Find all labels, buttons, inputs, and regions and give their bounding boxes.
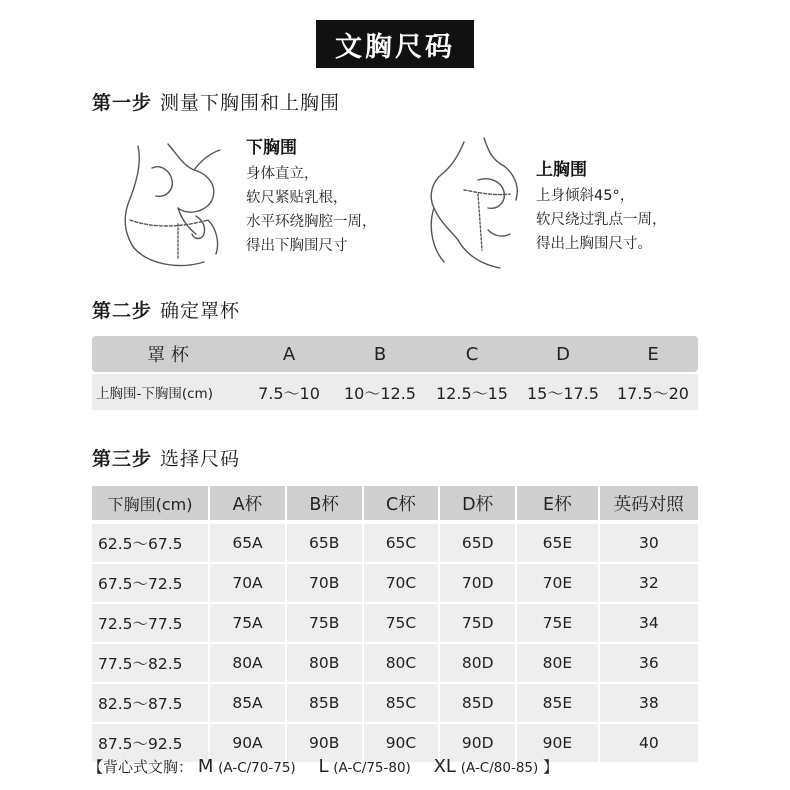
size-cell: 77.5～82.5	[92, 644, 208, 682]
size-cell: 30	[600, 524, 698, 562]
size-cell: 67.5～72.5	[92, 564, 208, 602]
cup-cell: 10～12.5	[344, 383, 416, 403]
cup-cell: 15～17.5	[527, 383, 599, 403]
size-cell: 82.5～87.5	[92, 684, 208, 722]
size-table-header	[92, 486, 698, 520]
size-cell: 40	[600, 724, 698, 762]
step2-number: 第二步	[92, 300, 153, 322]
size-cell: 65D	[440, 524, 515, 562]
size-cell: 62.5～67.5	[92, 524, 208, 562]
size-header-cell: A杯	[210, 486, 285, 520]
cup-header-cell: 罩 杯	[147, 345, 189, 366]
vest-size-l: L	[318, 756, 329, 777]
underbust-line: 水平环绕胸腔一周，	[246, 214, 377, 230]
step2-heading	[92, 296, 240, 323]
size-header-cell: E杯	[517, 486, 598, 520]
size-cell: 65A	[210, 524, 285, 562]
vest-bra-size-note	[88, 756, 558, 777]
size-cell: 75D	[440, 604, 515, 642]
vest-size-xl: XL	[433, 756, 456, 777]
size-header-cell: C杯	[364, 486, 439, 520]
size-cell: 70D	[440, 564, 515, 602]
underbust-line: 软尺紧贴乳根，	[246, 190, 348, 206]
size-cell: 75E	[517, 604, 598, 642]
size-table-row	[92, 644, 698, 682]
size-cell: 85E	[517, 684, 598, 722]
footer-open-bracket: 【	[88, 758, 104, 776]
cup-header-cell: C	[465, 343, 479, 365]
vest-size-m-range: (A-C/70-75)	[218, 760, 296, 776]
underbust-title: 下胸围	[246, 138, 297, 158]
cup-header-cell: A	[282, 343, 296, 365]
size-cell: 70A	[210, 564, 285, 602]
size-cell: 70C	[364, 564, 439, 602]
underbust-measure-illustration	[108, 124, 236, 274]
bust-instructions	[536, 158, 667, 256]
step3-label: 选择尺码	[160, 448, 241, 470]
bust-title: 上胸围	[536, 160, 587, 180]
size-cell: 80A	[210, 644, 285, 682]
step1-label: 测量下胸围和上胸围	[160, 92, 341, 114]
size-cell: 80B	[287, 644, 362, 682]
bust-line: 上身倾斜45°，	[536, 188, 635, 204]
cup-cell: 7.5～10	[258, 383, 320, 403]
vest-size-l-range: (A-C/75-80)	[333, 760, 411, 776]
size-cell: 85B	[287, 684, 362, 722]
cup-cell: 17.5～20	[617, 383, 689, 403]
size-cell: 75A	[210, 604, 285, 642]
size-cell: 75C	[364, 604, 439, 642]
vest-size-xl-range: (A-C/80-85)	[460, 760, 539, 776]
size-cell: 85C	[364, 684, 439, 722]
cup-table	[92, 336, 698, 410]
vest-size-m: M	[197, 756, 214, 777]
size-cell: 32	[600, 564, 698, 602]
size-cell: 34	[600, 604, 698, 642]
cup-table-row	[92, 374, 698, 410]
size-cell: 87.5～92.5	[92, 724, 208, 762]
size-cell: 70E	[517, 564, 598, 602]
step2-label: 确定罩杯	[160, 300, 241, 322]
size-cell: 70B	[287, 564, 362, 602]
underbust-instructions	[246, 136, 377, 258]
size-table-row	[92, 564, 698, 602]
size-header-cell: 英码对照	[600, 486, 698, 520]
size-cell: 72.5～77.5	[92, 604, 208, 642]
size-cell: 85A	[210, 684, 285, 722]
cup-cell: 12.5～15	[436, 383, 508, 403]
cup-header-cell: E	[647, 343, 659, 365]
size-cell: 90B	[287, 724, 362, 762]
size-cell: 90A	[210, 724, 285, 762]
footer-label: 背心式文胸：	[103, 758, 194, 776]
size-table-row	[92, 604, 698, 642]
size-cell: 90C	[364, 724, 439, 762]
bust-line: 得出上胸围尺寸。	[536, 236, 652, 252]
step1-number: 第一步	[92, 92, 153, 114]
size-header-cell: D杯	[440, 486, 515, 520]
cup-header-cell: D	[556, 343, 570, 365]
size-cell: 90E	[517, 724, 598, 762]
size-table-row	[92, 684, 698, 722]
size-cell: 85D	[440, 684, 515, 722]
size-table-row	[92, 524, 698, 562]
underbust-line: 得出下胸围尺寸	[246, 238, 348, 254]
bust-measure-illustration	[418, 130, 530, 280]
size-header-cell: 下胸围(cm)	[92, 486, 208, 520]
step3-number: 第三步	[92, 448, 153, 470]
size-cell: 80E	[517, 644, 598, 682]
size-cell: 65E	[517, 524, 598, 562]
size-cell: 65B	[287, 524, 362, 562]
size-cell: 38	[600, 684, 698, 722]
step3-heading	[92, 444, 240, 471]
size-cell: 80D	[440, 644, 515, 682]
bust-line: 软尺绕过乳点一周，	[536, 212, 667, 228]
cup-cell: 上胸围-下胸围(cm)	[96, 386, 213, 402]
size-table	[92, 486, 698, 764]
step1-heading	[92, 88, 340, 115]
size-cell: 90D	[440, 724, 515, 762]
underbust-line: 身体直立，	[246, 166, 319, 182]
cup-table-header	[92, 336, 698, 372]
size-cell: 36	[600, 644, 698, 682]
size-cell: 80C	[364, 644, 439, 682]
cup-header-cell: B	[373, 343, 387, 365]
size-cell: 75B	[287, 604, 362, 642]
page-title: 文胸尺码	[316, 20, 474, 68]
size-header-cell: B杯	[287, 486, 362, 520]
size-cell: 65C	[364, 524, 439, 562]
footer-close-bracket: 】	[543, 758, 559, 776]
